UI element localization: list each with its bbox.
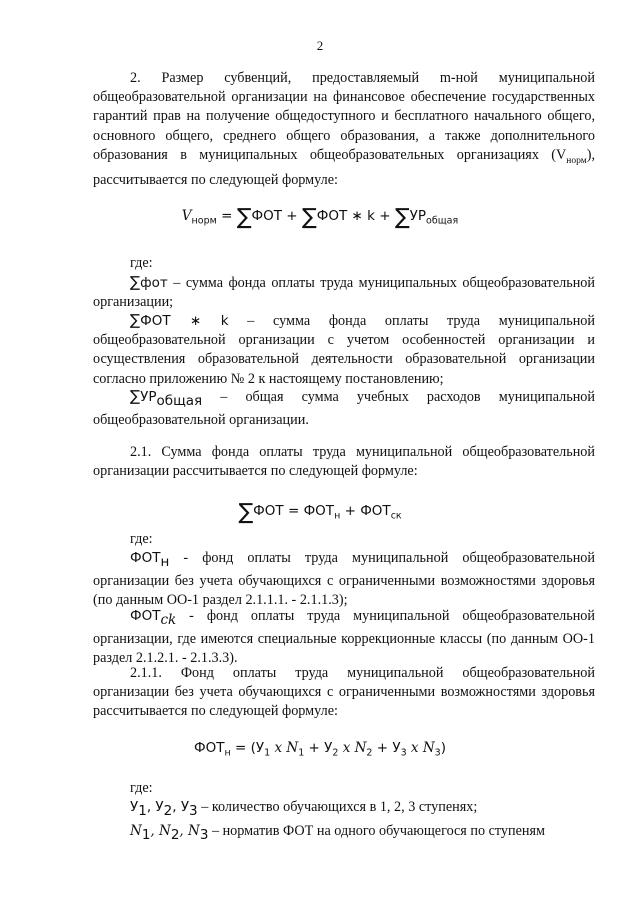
definition-fot-ck: [93, 607, 595, 668]
definition-n-s2: 2: [170, 826, 180, 843]
formula-fot-sum: [0, 500, 640, 525]
definition-ur-sub: общая: [156, 392, 203, 409]
definition-u-s2: 2: [163, 802, 173, 819]
formula-3-n2: 2: [366, 747, 373, 759]
formula-3-lhs-sub: н: [224, 747, 231, 759]
definition-fot-k-symbol: ФОТ ∗ k: [140, 313, 229, 329]
definition-n-symbol: N: [130, 823, 142, 839]
paragraph-2-text: 2. Размер субвенций, предоставляемый m-ной муниципальной общеобразовательной организации на финансовое обеспечение государственных гарантий прав на получение общедоступного и бесплатного начального общего, основного общего, среднего общего образования, а также дополнительного образования в муниципальных общеобразовательных организациях (V: [93, 70, 595, 163]
sum-sign-icon: ∑: [130, 273, 141, 291]
paragraph-2-end: ), рассчитывается по следующей формуле:: [93, 146, 595, 188]
formula-term-2: ФОТ ∗ k +: [316, 208, 395, 224]
formula-3-open: = (У: [230, 740, 265, 756]
formula-fot-n: [0, 740, 640, 759]
v-norm-subscript: норм: [566, 155, 587, 166]
sum-sign-icon: ∑: [238, 500, 254, 525]
paragraph-2-1-1: 2.1.1. Фонд оплаты труда муниципальной общеобразовательной организации без учета обучающихся с ограниченными возможностями здоровья рассчитывается по следующей формуле:: [93, 665, 595, 720]
formula-3-p1: + У: [304, 740, 333, 756]
paragraph-2-1: 2.1. Сумма фонда оплаты труда муниципальной общеобразовательной организации рассчитывается по следующей формуле:: [93, 444, 595, 480]
definition-fot-n-text: - фонд оплаты труда муниципальной общеобразовательной организации без учета обучающихся с ограниченными возможностями здоровья (по данным ОО-1 раздел 2.1.1.1. - 2.1.1.3);: [93, 550, 595, 609]
definition-fot-text: – сумма фонда оплаты труда муниципальных общеобразовательной организации;: [93, 275, 595, 311]
formula-3-s1: 1: [264, 747, 271, 759]
definition-fot-n: [93, 549, 595, 610]
sum-sign-icon: ∑: [301, 205, 317, 230]
definition-u-s1: 1: [138, 802, 147, 819]
sum-sign-icon: ∑: [394, 205, 410, 230]
definition-fot-ck-sub: ck: [160, 611, 177, 628]
definition-fot-ck-text: - фонд оплаты труда муниципальной общеобразовательной организации, где имеются специальные коррекционные классы (по данным ОО-1 раздел 2.1.2.1. - 2.1.3.3).: [93, 608, 595, 667]
formula-v: V: [181, 208, 192, 224]
definition-u-symbol: У: [130, 799, 139, 815]
sum-sign-icon: ∑: [130, 387, 141, 405]
definition-u: [93, 798, 595, 821]
formula-v-sub: норм: [191, 215, 217, 227]
where-label-3: где:: [130, 780, 153, 796]
definition-fot-symbol: фот: [140, 275, 168, 291]
page-number: 2: [316, 38, 324, 53]
formula-eq: =: [216, 208, 237, 224]
formula-3-m3: x N: [406, 740, 435, 756]
formula-3-m1: x N: [270, 740, 299, 756]
formula-3-s3: 3: [400, 747, 407, 759]
formula-term-3: УР: [409, 208, 427, 224]
definition-fot: [93, 273, 595, 312]
sum-sign-icon: ∑: [236, 205, 252, 230]
where-label-2: где:: [130, 531, 153, 547]
definition-fot-k: [93, 311, 595, 389]
definition-u-text: – количество обучающихся в 1, 2, 3 ступенях;: [197, 799, 478, 815]
paragraph-2: [93, 69, 595, 190]
formula-3-n3: 3: [434, 747, 441, 759]
definition-u-c2: , У: [172, 799, 190, 815]
formula-3-s2: 2: [332, 747, 339, 759]
where-label-1: где:: [130, 255, 153, 271]
definition-fot-n-symbol: ФОТ: [130, 550, 161, 566]
definition-fot-ck-symbol: ФОТ: [130, 608, 161, 624]
definition-u-c1: , У: [146, 799, 164, 815]
definition-fot-n-sub: н: [160, 553, 170, 570]
formula-2-b-sub: ск: [390, 510, 402, 522]
formula-3-m2: x N: [338, 740, 367, 756]
formula-term-3-sub: общая: [426, 215, 459, 227]
definition-ur: [93, 387, 595, 430]
sum-sign-icon: ∑: [130, 311, 141, 329]
formula-2-a: ФОТ: [303, 503, 335, 519]
definition-n-text: – норматив ФОТ на одного обучающегося по ступеням: [208, 823, 546, 839]
definition-ur-text: – общая сумма учебных расходов муниципальной общеобразовательной организации.: [93, 389, 595, 429]
definition-u-s3: 3: [189, 802, 198, 819]
formula-2-a-sub: н: [334, 510, 341, 522]
definition-n-c1: , N: [150, 823, 171, 839]
formula-3-lhs: ФОТ: [194, 740, 225, 756]
formula-2-lhs: ФОТ =: [253, 503, 304, 519]
formula-3-p2: + У: [372, 740, 401, 756]
definition-n-c2: , N: [179, 823, 200, 839]
formula-2-plus: +: [340, 503, 361, 519]
formula-term-1: ФОТ +: [251, 208, 302, 224]
definition-ur-symbol: УР: [140, 389, 157, 405]
definition-fot-k-text: – сумма фонда оплаты труда муниципальной общеобразовательной организации с учетом особенностей организации и осуществления образовательной деятельности образовательной организации согласно приложению № 2 к настоящему постановлению;: [93, 313, 595, 387]
formula-subvention: [0, 205, 640, 230]
formula-3-close: ): [440, 740, 446, 756]
formula-3-n1: 1: [298, 747, 305, 759]
definition-n-s1: 1: [141, 826, 151, 843]
definition-n-s3: 3: [199, 826, 209, 843]
formula-2-b: ФОТ: [360, 503, 391, 519]
definition-n: [93, 822, 595, 845]
